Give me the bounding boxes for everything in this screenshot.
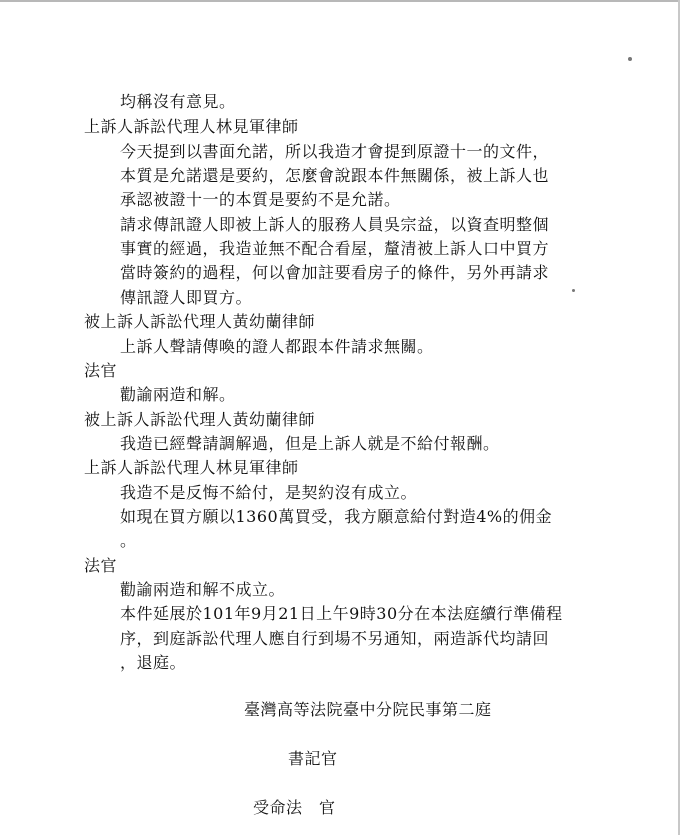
speaker-label: 被上訴人訴訟代理人黃幼蘭律師 <box>84 312 316 331</box>
speaker-label: 法官 <box>84 361 118 380</box>
statement-line: 本件延展於101年9月21日上午9時30分在本法庭續行準備程 <box>120 604 563 623</box>
speaker-label: 被上訴人訴訟代理人黃幼蘭律師 <box>84 410 316 429</box>
statement-line: 當時簽約的過程，何以會加註要看房子的條件，另外再請求 <box>120 263 550 282</box>
statement-line: 我造已經聲請調解過，但是上訴人就是不給付報酬。 <box>120 434 500 453</box>
statement-line: 勸諭兩造和解不成立。 <box>120 580 286 599</box>
statement-line: 如現在買方願以1360萬買受，我方願意給付對造4%的佣金 <box>120 507 553 526</box>
statement-line: 均稱沒有意見。 <box>120 92 236 111</box>
statement-line: 。 <box>120 531 137 550</box>
statement-line: 請求傳訊證人即被上訴人的服務人員吳宗益，以資查明整個 <box>120 215 550 234</box>
speaker-label: 上訴人訴訟代理人林見軍律師 <box>84 117 299 136</box>
judge-title: 受命法 官 <box>253 798 336 817</box>
statement-line: ，退庭。 <box>120 653 187 672</box>
statement-line: 序，到庭訴訟代理人應自行到場不另通知，兩造訴代均請回 <box>120 629 550 648</box>
statement-line: 我造不是反悔不給付，是契約沒有成立。 <box>120 483 418 502</box>
clerk-title: 書記官 <box>288 749 338 768</box>
scan-speck <box>628 57 632 61</box>
statement-line: 事實的經過，我造並無不配合看屋，釐清被上訴人口中買方 <box>120 239 550 258</box>
speaker-label: 法官 <box>84 556 118 575</box>
page-top-border <box>0 0 680 2</box>
speaker-label: 上訴人訴訟代理人林見軍律師 <box>84 458 299 477</box>
statement-line: 本質是允諾還是要約，怎麼會說跟本件無關係，被上訴人也 <box>120 166 550 185</box>
statement-line: 今天提到以書面允諾，所以我造才會提到原證十一的文件， <box>120 142 550 161</box>
scan-speck <box>572 289 575 292</box>
statement-line: 傳訊證人即買方。 <box>120 288 253 307</box>
statement-line: 勸諭兩造和解。 <box>120 385 236 404</box>
court-name: 臺灣高等法院臺中分院民事第二庭 <box>244 700 492 719</box>
statement-line: 承認被證十一的本質是要約不是允諾。 <box>120 190 401 209</box>
statement-line: 上訴人聲請傳喚的證人都跟本件請求無關。 <box>120 337 434 356</box>
